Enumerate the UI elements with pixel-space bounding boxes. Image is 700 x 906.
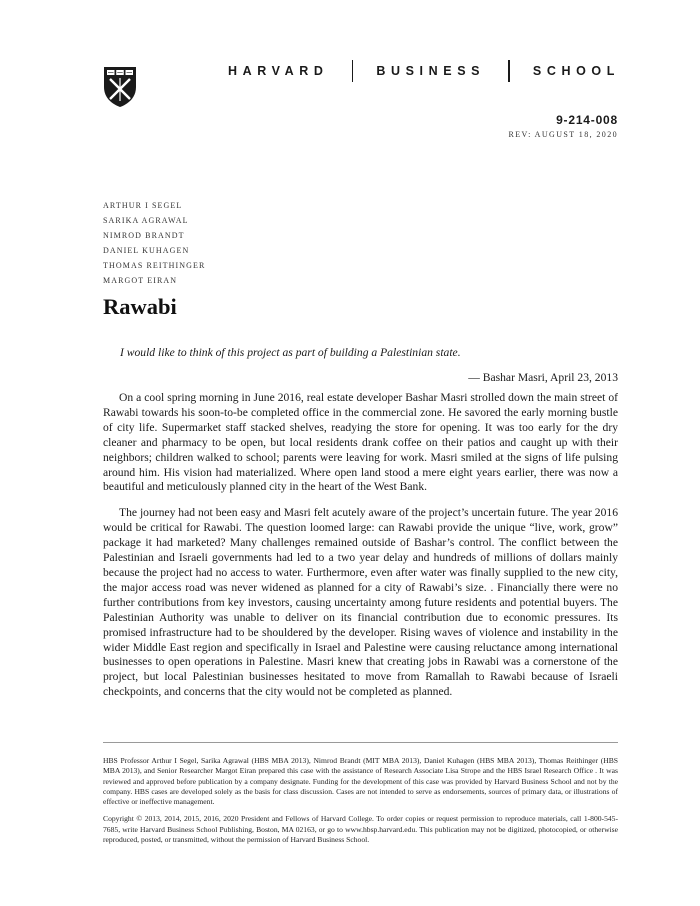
revision-date: REV: AUGUST 18, 2020 [508, 130, 618, 139]
author-name: NIMROD BRANDT [103, 231, 185, 240]
school-word-harvard: HARVARD [228, 64, 329, 78]
epigraph-quote: I would like to think of this project as part of building a Palestinian state. [120, 346, 461, 359]
hbs-shield-logo [103, 66, 137, 108]
school-name-divider [508, 60, 510, 82]
footnotes [103, 756, 618, 852]
epigraph-attribution: — Bashar Masri, April 23, 2013 [468, 371, 618, 384]
school-word-business: BUSINESS [376, 64, 486, 78]
author-note: HBS Professor Arthur I Segel, Sarika Agrawal (HBS MBA 2013), Nimrod Brandt (MIT MBA 2013), Daniel Kuhagen (HBS MBA 2013), Thomas Reithinger (HBS MBA 2013), and Senior Researcher Margot Eiran prepared this case with the assistance of Research Associate Lisa Strope and the HBS Israel Research Office . It was reviewed and approved before publication by a company designate. Funding for the development of this case was provided by Harvard Business School and not by the company. HBS cases are developed solely as the basis for class discussion. Cases are not intended to serve as endorsements, sources of primary data, or illustrations of effective or ineffective management. [103, 756, 618, 807]
case-number: 9-214-008 [556, 113, 618, 127]
body-paragraph: The journey had not been easy and Masri felt acutely aware of the project’s uncertain future. The year 2016 would be critical for Rawabi. The question loomed large: can Rawabi provide the unique “live, work, grow” package it had marketed? Many challenges remained outside of Bashar’s control. The conflict between the Palestinian and Israeli governments had led to a two year delay and hundreds of millions of dollars mainly because the project had no access to water. Furthermore, even after water was finally supplied to the new city, the major access road was never widened as planned for a city of Rawabi’s size. . Financially there were no further contributions from key investors, causing uncertainty among future residents and potential buyers. The Palestinian Authority was unable to deliver on its financial contribution due to economic pressures. Its promised infrastructure had to be shouldered by the developer. Rising waves of violence and instability in the wider Middle East region and specifically in Israel and Palestine were causing reluctance among international businesses to open operations in Palestine. Masri knew that creating jobs in Rawabi was a cornerstone of the project, but local Palestinian businesses hesitated to move from Ramallah to Rawabi because of Israeli checkpoints, and concerns that the city would not be completed as planned. [103, 506, 618, 699]
case-body [103, 391, 618, 711]
author-name: THOMAS REITHINGER [103, 261, 206, 270]
author-name: ARTHUR I SEGEL [103, 201, 183, 210]
author-list [103, 198, 205, 288]
school-name-divider [352, 60, 354, 82]
school-name [228, 60, 620, 82]
author-name: DANIEL KUHAGEN [103, 246, 190, 255]
copyright-notice: Copyright © 2013, 2014, 2015, 2016, 2020 President and Fellows of Harvard College. To order copies or request permission to reproduce materials, call 1-800-545-7685, write Harvard Business School Publishing, Boston, MA 02163, or go to www.hbsp.harvard.edu. This publication may not be digitized, photocopied, or otherwise reproduced, posted, or transmitted, without the permission of Harvard Business School. [103, 814, 618, 845]
footnote-divider [103, 742, 618, 743]
body-paragraph: On a cool spring morning in June 2016, real estate developer Bashar Masri strolled down the main street of Rawabi towards his soon-to-be completed office in the commercial zone. He savored the early morning bustle of city life. Supermarket staff stacked shelves, readying the store for opening. It was too early for the dry cleaner and pharmacy to be open, but local residents drank coffee on their patios and caught up with their neighbors; children walked to school; parents were leaving for work. Masri smiled at the signs of life pulsing around him. His vision had materialized. Where open land stood a mere eight years earlier, there was now a beautiful and meticulously planned city in the heart of the West Bank. [103, 391, 618, 494]
author-name: MARGOT EIRAN [103, 276, 178, 285]
author-name: SARIKA AGRAWAL [103, 216, 189, 225]
case-title: Rawabi [103, 294, 177, 319]
school-word-school: SCHOOL [532, 64, 620, 78]
